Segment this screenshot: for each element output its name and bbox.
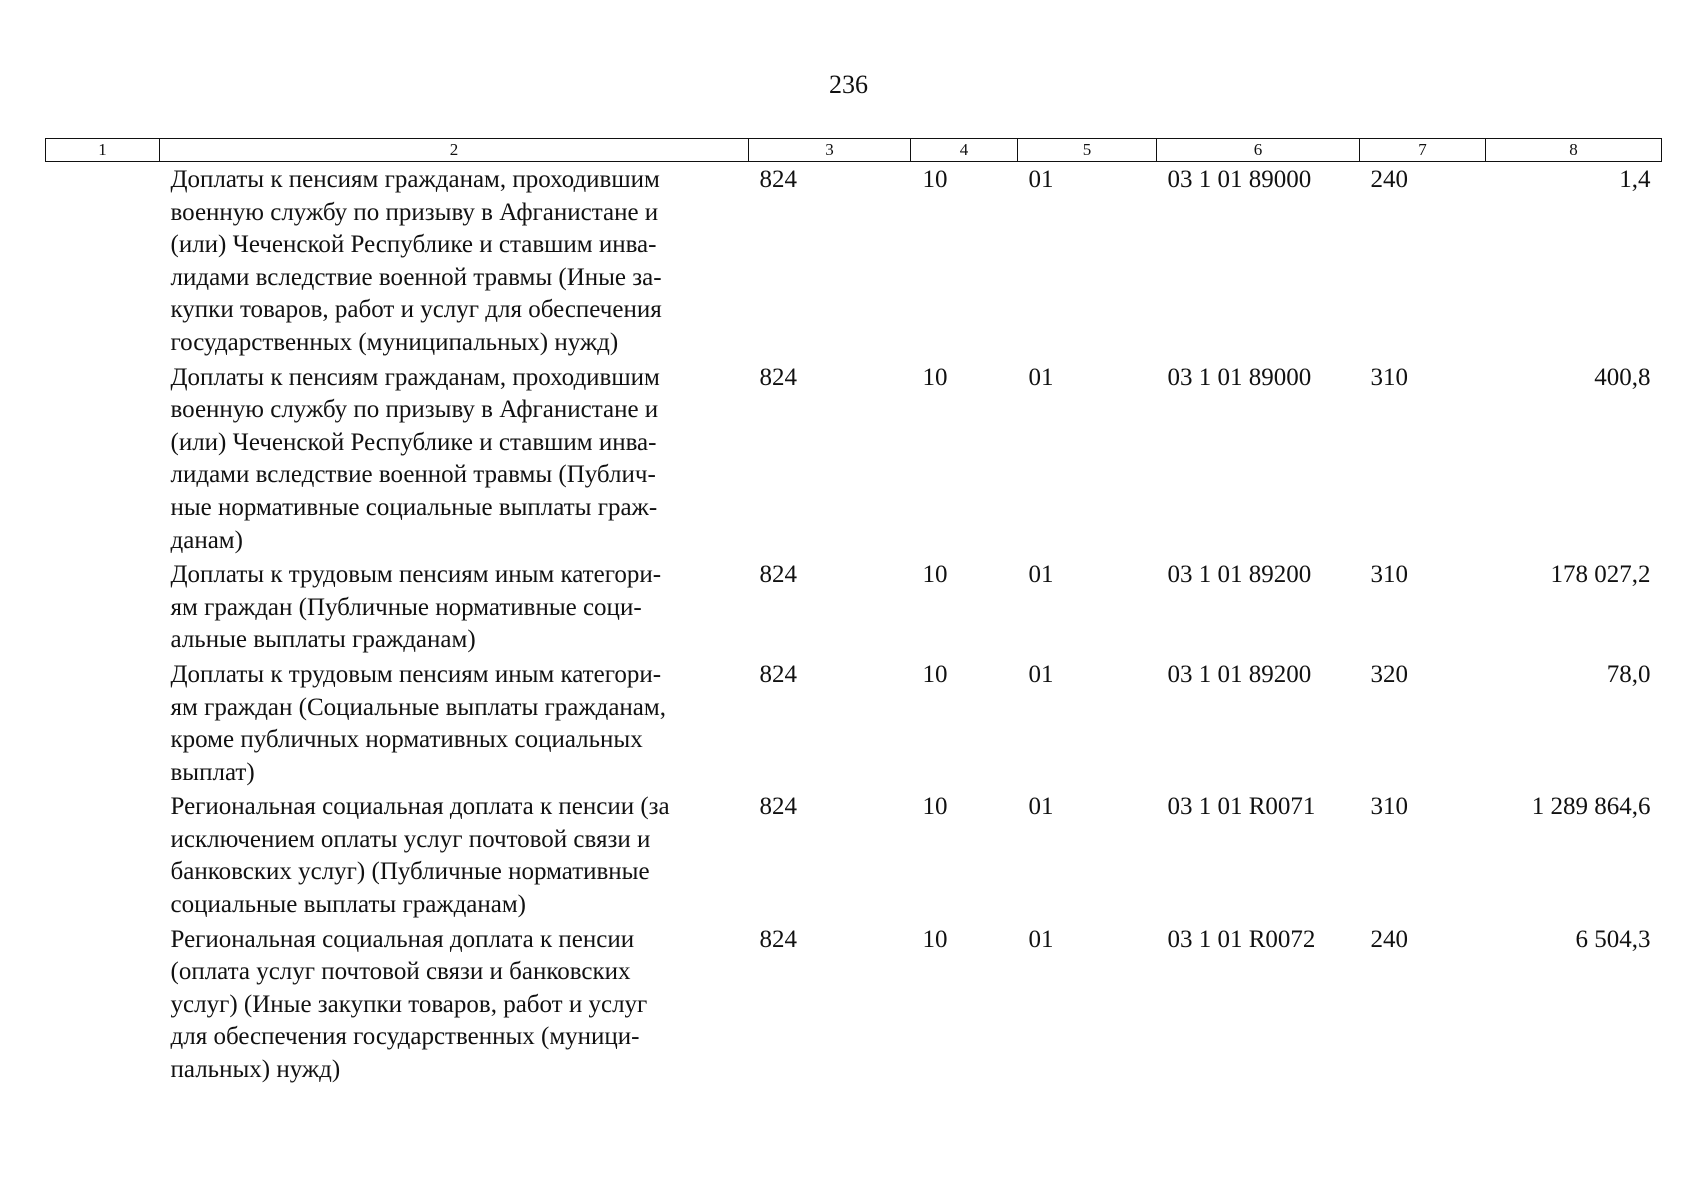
table-row (46, 162, 1662, 360)
row-target-code: 03 1 01 R0072 (1167, 925, 1316, 953)
row-ministry-code: 824 (759, 561, 797, 589)
table-row (46, 557, 1662, 657)
row-description: Доплаты к пенсиям гражданам, проходившим военную службу по призыву в Афганистане и (или) Чеченской Республике и ставшим инва- лидами вследствие военной травмы (Иные за- купки товаров, работ и услуг для обеспечения государственных (муниципальных) нужд) (170, 166, 662, 356)
row-sum: 400,8 (1594, 363, 1651, 391)
row-description: Доплаты к трудовым пенсиям иным категори- ям граждан (Социальные выплаты гражданам, кроме публичных нормативных социальных выплат) (170, 660, 666, 786)
budget-table (45, 138, 1662, 1087)
header-col-7: 7 (1360, 139, 1486, 162)
row-subsection-code: 01 (1028, 561, 1054, 589)
row-subsection-code: 01 (1028, 166, 1054, 193)
row-description: Региональная социальная доплата к пенсии (за исключением оплаты услуг почтовой связи и банковских услуг) (Публичные нормативные социальные выплаты гражданам) (170, 793, 670, 919)
row-sum: 78,0 (1606, 660, 1651, 688)
row-number (46, 789, 160, 921)
row-ministry-code: 824 (759, 166, 797, 193)
row-sum: 6 504,3 (1575, 925, 1651, 953)
row-number (46, 360, 160, 558)
row-ministry-code: 824 (759, 925, 797, 953)
header-col-8: 8 (1486, 139, 1662, 162)
table-row (46, 922, 1662, 1087)
header-col-3: 3 (749, 139, 911, 162)
row-subsection-code: 01 (1028, 793, 1054, 821)
row-target-code: 03 1 01 89000 (1167, 166, 1312, 193)
row-ministry-code: 824 (759, 660, 797, 688)
row-subsection-code: 01 (1028, 660, 1054, 688)
header-col-4: 4 (911, 139, 1018, 162)
row-expense-type: 320 (1370, 660, 1408, 688)
row-ministry-code: 824 (759, 793, 797, 821)
table-row (46, 657, 1662, 789)
row-subsection-code: 01 (1028, 363, 1054, 391)
row-number (46, 922, 160, 1087)
row-expense-type: 310 (1370, 793, 1408, 821)
row-subsection-code: 01 (1028, 925, 1054, 953)
page-number: 236 (829, 70, 868, 99)
row-target-code: 03 1 01 89200 (1167, 561, 1312, 589)
row-ministry-code: 824 (759, 363, 797, 391)
table-row (46, 360, 1662, 558)
row-section-code: 10 (922, 793, 948, 821)
row-target-code: 03 1 01 89200 (1167, 660, 1312, 688)
header-col-1: 1 (46, 139, 160, 162)
row-expense-type: 240 (1370, 166, 1408, 193)
row-number (46, 657, 160, 789)
row-section-code: 10 (922, 561, 948, 589)
row-target-code: 03 1 01 R0071 (1167, 793, 1316, 821)
row-number (46, 162, 160, 360)
row-sum: 1 289 864,6 (1531, 793, 1651, 821)
row-section-code: 10 (922, 363, 948, 391)
row-sum: 178 027,2 (1550, 561, 1651, 589)
row-expense-type: 310 (1370, 363, 1408, 391)
row-description: Доплаты к пенсиям гражданам, проходившим военную службу по призыву в Афганистане и (или) Чеченской Республике и ставшим инва- лидами вследствие военной травмы (Публич- ные нормативные социальные выплаты граж- данам) (170, 363, 660, 554)
row-expense-type: 310 (1370, 561, 1408, 589)
row-description: Региональная социальная доплата к пенсии (оплата услуг почтовой связи и банковских услуг) (Иные закупки товаров, работ и услуг для обеспечения государственных (муници- пальных) нужд) (170, 925, 648, 1084)
header-col-6: 6 (1157, 139, 1360, 162)
row-expense-type: 240 (1370, 925, 1408, 953)
table-row (46, 789, 1662, 921)
row-sum: 1,4 (1619, 166, 1651, 193)
row-description: Доплаты к трудовым пенсиям иным категори- ям граждан (Публичные нормативные соци- альные выплаты гражданам) (170, 561, 662, 654)
row-section-code: 10 (922, 925, 948, 953)
row-target-code: 03 1 01 89000 (1167, 363, 1312, 391)
header-col-5: 5 (1018, 139, 1157, 162)
row-section-code: 10 (922, 660, 948, 688)
row-number (46, 557, 160, 657)
row-section-code: 10 (922, 166, 948, 193)
header-col-2: 2 (160, 139, 749, 162)
table-header-row (46, 139, 1662, 162)
